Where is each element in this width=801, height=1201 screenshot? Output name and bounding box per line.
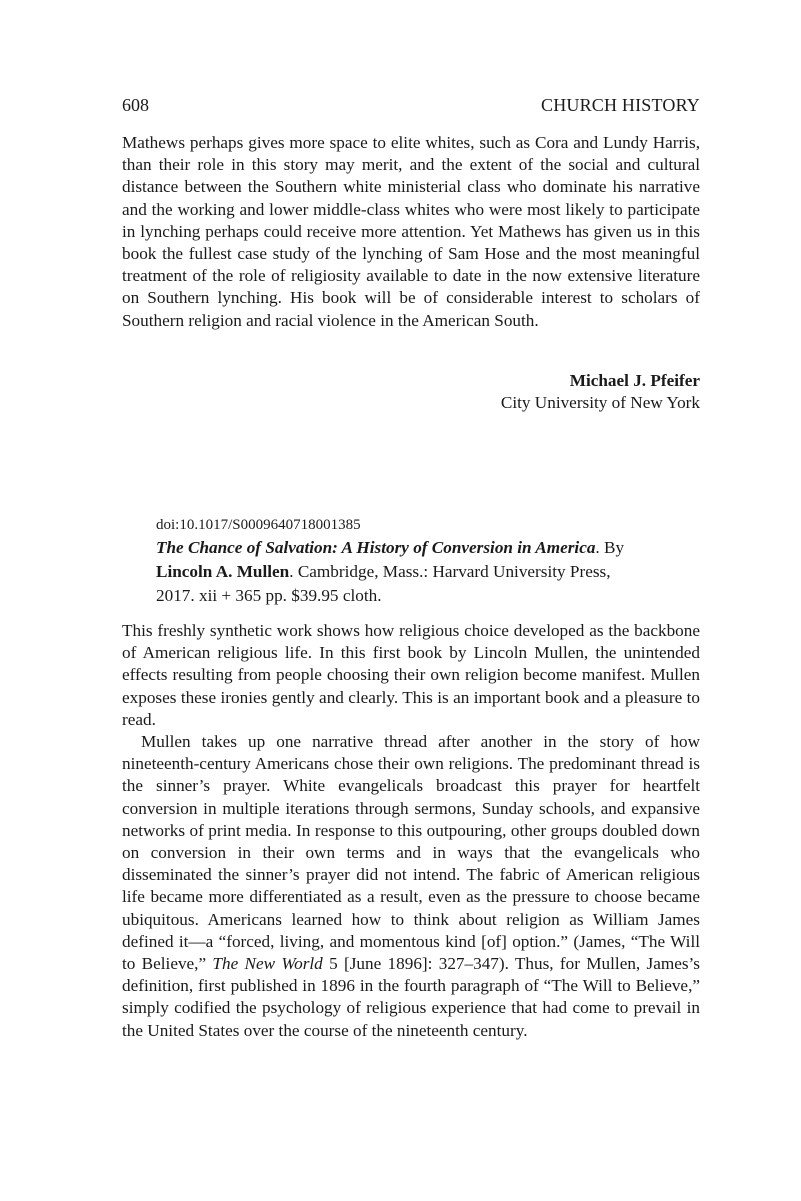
- running-header: [122, 94, 700, 116]
- doi-link[interactable]: doi:10.1017/S0009640718001385: [156, 517, 361, 533]
- book-citation: [156, 536, 676, 608]
- reviewer-name: Michael J. Pfeifer: [569, 371, 700, 390]
- review-paragraph-1: This freshly synthetic work shows how religious choice developed as the backbone of American religious life. In this first book by Lincoln Mullen, the unintended effects resulting from people choosing their own religion become manifest. Mullen exposes these ironies gently and clearly. This is an important book and a pleasure to read.: [122, 621, 700, 729]
- pages-price: 2017. xii + 365 pp. $39.95 cloth.: [156, 586, 382, 605]
- paragraph-2-text-a: Mullen takes up one narrative thread after another in the story of how nineteenth-century Americans chose their own religions. The predominant thread is the sinner’s prayer. White evangelicals broadcast this prayer for heartfelt conversion in multiple iterations through sermons, Sunday schools, and expansive networks of print media. In response to this outpouring, other groups doubled down on conversion in their own terms and in ways that the evangelicals who disseminated the sinner’s prayer did not intend. The fabric of American religious life became more differentiated as a result, even as the pressure to choose became ubiquitous. Americans learned how to think about religion as William James defined it—a “forced, living, and momentous kind [of] option.” (James, “The Will to Believe,”: [122, 732, 700, 974]
- review-heading: [156, 514, 676, 608]
- journal-title: The New World: [212, 954, 323, 974]
- book-author: Lincoln A. Mullen: [156, 562, 290, 581]
- publication-line: . Cambridge, Mass.: Harvard University Press,: [289, 562, 611, 581]
- title-suffix: . By: [595, 538, 625, 557]
- review-paragraph-2: [122, 731, 700, 1042]
- paragraph-2-text-b: 5 [June 1896]: 327–347). Thus, for Mullen, James’s definition, first published in 1896 in the fourth paragraph of “The Will to Believe,” simply codified the psychology of religious experience that had come to prevail in the United States over the course of the nineteenth century.: [122, 954, 700, 1040]
- reviewer-signature: [122, 370, 700, 414]
- reviewer-affiliation: City University of New York: [500, 393, 700, 412]
- running-title: CHURCH HISTORY: [541, 95, 700, 115]
- review-body: [122, 620, 700, 1042]
- page-number: 608: [122, 95, 149, 115]
- previous-review-closing-paragraph: Mathews perhaps gives more space to elite whites, such as Cora and Lundy Harris, than their role in this story may merit, and the extent of the social and cultural distance between the Southern white ministerial class who dominate his narrative and the working and lower middle-class whites who were most likely to participate in lynching perhaps could receive more attention. Yet Mathews has given us in this book the fullest case study of the lynching of Sam Hose and the most meaningful treatment of the role of religiosity available to date in the now extensive literature on Southern lynching. His book will be of considerable interest to scholars of Southern religion and racial violence in the American South.: [122, 133, 700, 330]
- book-title: The Chance of Salvation: A History of Conversion in America: [156, 538, 596, 557]
